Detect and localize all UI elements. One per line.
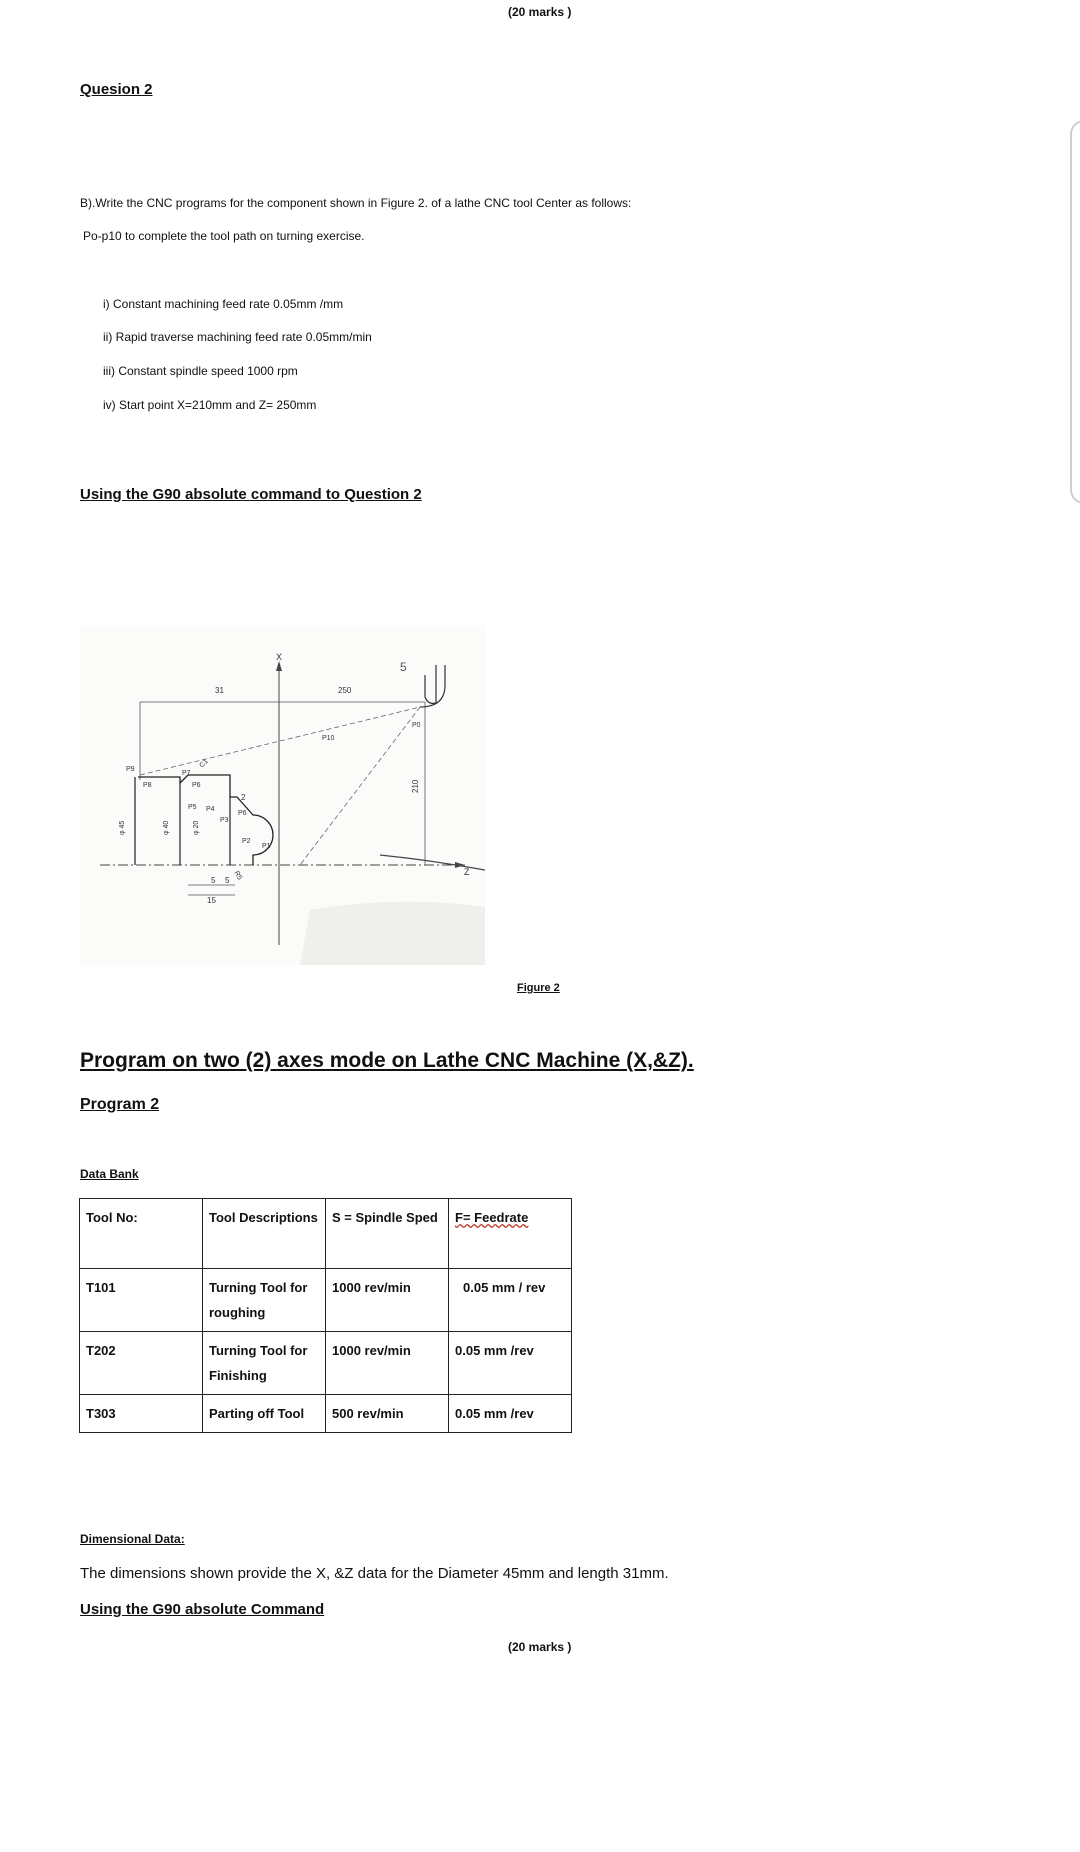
condition-item: iii) Constant spindle speed 1000 rpm — [103, 364, 298, 378]
dim-5a: 5 — [211, 876, 216, 885]
marks-top: (20 marks ) — [508, 5, 572, 19]
table-cell: 500 rev/min — [326, 1395, 449, 1433]
databank-title: Data Bank — [80, 1167, 139, 1181]
table-cell: Parting off Tool — [203, 1395, 326, 1433]
table-cell: 1000 rev/min — [326, 1269, 449, 1332]
p5-label: P5 — [188, 804, 197, 811]
figure-2-drawing — [80, 625, 485, 965]
figure-caption: Figure 2 — [517, 982, 560, 994]
dim-5b: 5 — [225, 876, 230, 885]
program-label: Program 2 — [80, 1096, 160, 1113]
question-title: Quesion 2 — [80, 81, 153, 98]
p7-label: P7 — [182, 770, 191, 777]
p3-label: P3 — [220, 817, 229, 824]
marks-bottom: (20 marks ) — [508, 1640, 572, 1654]
p9-label: P9 — [126, 766, 135, 773]
dimensional-title: Dimensional Data: — [80, 1532, 185, 1546]
table-cell: Turning Tool for Finishing — [203, 1332, 326, 1395]
table-cell: 0.05 mm /rev — [449, 1395, 572, 1433]
table-cell: Turning Tool for roughing — [203, 1269, 326, 1332]
table-row — [80, 1395, 572, 1433]
p8-label: P8 — [143, 782, 152, 789]
dim-15: 15 — [207, 896, 216, 905]
table-header-row — [80, 1199, 572, 1269]
dim-2: 2 — [241, 793, 246, 802]
table-cell: T101 — [80, 1269, 203, 1332]
table-header-cell: Tool Descriptions — [203, 1199, 326, 1269]
table-cell: 0.05 mm / rev — [449, 1269, 572, 1332]
g90-command: Using the G90 absolute Command — [80, 1601, 325, 1618]
p6b-label: P6 — [238, 810, 247, 817]
condition-item: iv) Start point X=210mm and Z= 250mm — [103, 398, 317, 412]
table-header-cell: Tool No: — [80, 1199, 203, 1269]
table-row — [80, 1269, 572, 1332]
side-scroll-bracket — [1070, 120, 1080, 504]
dim-31: 31 — [215, 686, 224, 695]
d20-label: φ 20 — [193, 820, 200, 835]
p10-label: P10 — [322, 735, 335, 742]
table-header-cell — [449, 1199, 572, 1269]
p4-label: P4 — [206, 806, 215, 813]
c1-label: C1 — [198, 757, 210, 770]
table-cell: 1000 rev/min — [326, 1332, 449, 1395]
feedrate-header: F= Feedrate — [455, 1210, 529, 1225]
dim-210: 210 — [411, 779, 420, 793]
corner-5-label: 5 — [400, 660, 407, 674]
table-row — [80, 1332, 572, 1395]
p6-label: P6 — [192, 782, 201, 789]
x-axis-label: X — [276, 652, 283, 662]
databank-table — [79, 1198, 572, 1433]
dimensional-text: The dimensions shown provide the X, &Z data for the Diameter 45mm and length 31mm. — [80, 1565, 669, 1582]
r5-label: R5 — [232, 870, 244, 882]
table-cell: 0.05 mm /rev — [449, 1332, 572, 1395]
p1-label: P1 — [262, 843, 271, 850]
d40-label: φ 40 — [163, 820, 170, 835]
table-header-cell: S = Spindle Sped — [326, 1199, 449, 1269]
intro-line-1: B).Write the CNC programs for the component shown in Figure 2. of a lathe CNC tool Center as follows: — [80, 196, 632, 210]
condition-item: ii) Rapid traverse machining feed rate 0.05mm/min — [103, 330, 372, 344]
program-heading: Program on two (2) axes mode on Lathe CNC Machine (X,&Z). — [80, 1049, 694, 1072]
p0-label: P0 — [412, 722, 421, 729]
table-cell: T303 — [80, 1395, 203, 1433]
g90-heading: Using the G90 absolute command to Question 2 — [80, 486, 422, 503]
p2-label: P2 — [242, 838, 251, 845]
condition-item: i) Constant machining feed rate 0.05mm /mm — [103, 297, 344, 311]
d45-label: φ 45 — [119, 820, 126, 835]
table-cell: T202 — [80, 1332, 203, 1395]
dim-250: 250 — [338, 686, 352, 695]
z-axis-label: Z — [464, 867, 470, 877]
intro-line-2: Po-p10 to complete the tool path on turning exercise. — [83, 229, 365, 243]
